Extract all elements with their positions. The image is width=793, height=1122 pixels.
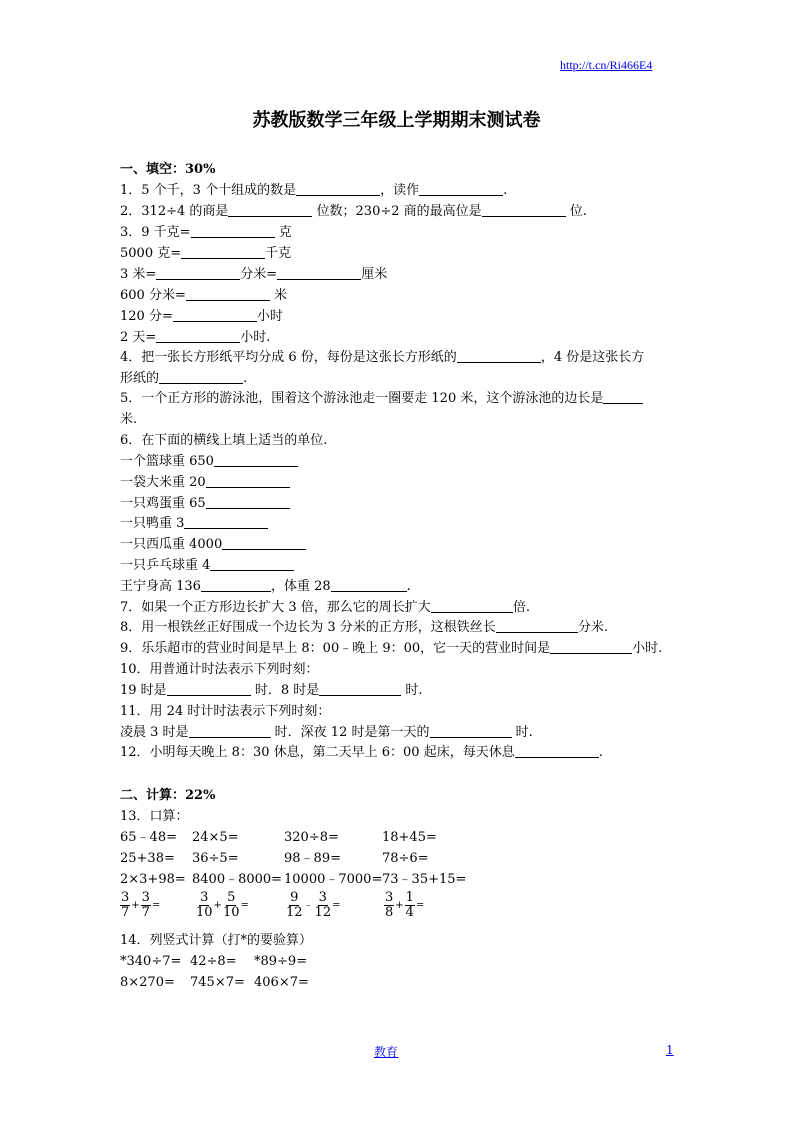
q12-text-a: 12．小明每天晚上 8：30 休息，第二天早上 6：00 起床，每天休息: [120, 745, 515, 760]
q5-text-a: 5．一个正方形的游泳池，围着这个游泳池走一圈要走 120 米，这个游泳池的边长是: [120, 391, 604, 406]
q8-text-a: 8．用一根铁丝正好围成一个边长为 3 分米的正方形，这根铁丝长: [120, 620, 496, 635]
answer-blank[interactable]: [210, 558, 294, 571]
fraction-expr: $\frac{3}{10}$ + $\frac{5}{10}$ =: [196, 890, 249, 920]
q3-text-b2: 千克: [265, 246, 292, 261]
vertical-item: *89÷9=: [254, 954, 308, 969]
q6-item-text: 一只鸡蛋重 65: [120, 496, 206, 511]
page-title: 苏教版数学三年级上学期期末测试卷: [252, 110, 541, 131]
oral-item: 24×5=: [192, 830, 239, 845]
q9-text-a: 9．乐乐超市的营业时间是早上 8：00﹣晚上 9：00，它一天的营业时间是: [120, 641, 551, 656]
question-10-intro: 10．用普通计时法表示下列时刻：: [120, 662, 319, 677]
q3-text-b: 5000 克=: [120, 246, 182, 261]
q3-text-e: 120 分=: [120, 309, 173, 324]
answer-blank[interactable]: [206, 496, 290, 509]
answer-blank[interactable]: [156, 330, 240, 343]
q3-text-a: 3．9 千克=: [120, 225, 191, 240]
question-3-b: [120, 246, 291, 262]
question-3-c: [120, 267, 387, 283]
fraction-expr: $\frac{3}{8}$ + $\frac{1}{4}$ =: [385, 890, 425, 920]
q4-text-c: 形纸的: [120, 371, 160, 386]
question-5-cont: [120, 412, 137, 428]
answer-blank[interactable]: [331, 579, 407, 592]
q2-text-c: 位.: [565, 204, 587, 219]
fraction: $\frac{1}{4}$: [405, 890, 414, 920]
question-7: [120, 600, 530, 616]
question-6-item: [120, 537, 306, 553]
question-9: [120, 641, 662, 657]
q6-item-text: 一只西瓜重 4000: [120, 537, 223, 552]
question-3-a: [120, 225, 292, 241]
vertical-item: 745×7=: [190, 975, 245, 990]
q5-text-b: 米.: [120, 412, 138, 427]
answer-blank[interactable]: [184, 516, 268, 529]
answer-blank[interactable]: [550, 641, 632, 654]
question-11: [120, 725, 533, 741]
q4-text-d: .: [243, 371, 248, 386]
q10-text-c: 时.: [401, 683, 423, 698]
q10-text-a: 19 时是: [120, 683, 167, 698]
answer-blank[interactable]: [603, 391, 643, 404]
oral-item: 36÷5=: [192, 851, 239, 866]
q1-text-c: .: [503, 183, 508, 198]
question-8: [120, 620, 608, 636]
fraction: $\frac{9}{12}$: [286, 890, 303, 920]
vertical-item: 406×7=: [254, 975, 309, 990]
q6-item-text: 一个篮球重 650: [120, 454, 214, 469]
question-3-e: [120, 309, 283, 325]
question-5: [120, 391, 643, 407]
q12-text-b: .: [598, 745, 603, 760]
footer-link[interactable]: 教育: [374, 1045, 399, 1059]
answer-blank[interactable]: [206, 475, 290, 488]
oral-item: 78÷6=: [382, 851, 429, 866]
answer-blank[interactable]: [201, 579, 271, 592]
answer-blank[interactable]: [319, 683, 401, 696]
q1-text-a: 1．5 个千，3 个十组成的数是: [120, 183, 297, 198]
question-6-intro: 6．在下面的横线上填上适当的单位.: [120, 433, 328, 448]
answer-blank[interactable]: [515, 745, 599, 758]
question-6-item: [120, 475, 290, 491]
page-number[interactable]: 1: [666, 1043, 674, 1057]
answer-blank[interactable]: [496, 620, 578, 633]
fraction-row: [120, 891, 520, 925]
question-6-item: [120, 496, 290, 512]
q3-text-c2: 分米=: [240, 267, 278, 282]
q3-text-a2: 克: [274, 225, 292, 240]
section-1-heading: 一、填空：30%: [120, 162, 216, 177]
fraction: $\frac{3}{10}$: [196, 890, 213, 920]
answer-blank[interactable]: [167, 683, 251, 696]
fraction: $\frac{3}{8}$: [385, 890, 394, 920]
header-link[interactable]: http://t.cn/Ri466E4: [560, 58, 653, 72]
answer-blank[interactable]: [214, 454, 298, 467]
answer-blank[interactable]: [430, 725, 512, 738]
question-6-item: [120, 516, 268, 532]
oral-item: 98﹣89=: [284, 851, 341, 866]
q3-text-f2: 小时.: [240, 330, 271, 345]
answer-blank[interactable]: [181, 246, 265, 259]
oral-item: 320÷8=: [284, 830, 339, 845]
q3-text-e2: 小时: [256, 309, 283, 324]
question-4: [120, 350, 644, 366]
answer-blank[interactable]: [159, 371, 243, 384]
answer-blank[interactable]: [222, 537, 306, 550]
fraction: $\frac{5}{10}$: [222, 890, 240, 920]
q10-text-b: 时．8 时是: [250, 683, 320, 698]
q6-item-text: 一袋大米重 20: [120, 475, 206, 490]
q7-text-a: 7．如果一个正方形边长扩大 3 倍，那么它的周长扩大: [120, 600, 431, 615]
answer-blank[interactable]: [457, 350, 541, 363]
vertical-item: 42÷8=: [190, 954, 237, 969]
question-14-intro: 14．列竖式计算（打*的要验算）: [120, 933, 313, 948]
q4-text-b: ，4 份是这张长方: [540, 350, 645, 365]
question-13-intro: 13．口算：: [120, 809, 189, 824]
q6-last-b: ，体重 28: [270, 579, 331, 594]
oral-item: 18+45=: [382, 830, 437, 845]
answer-blank[interactable]: [189, 725, 271, 738]
q11-text-b: 时．深夜 12 时是第一天的: [270, 725, 430, 740]
q3-text-c: 3 米=: [120, 267, 157, 282]
q3-text-c3: 厘米: [361, 267, 388, 282]
q4-text-a: 4．把一张长方形纸平均分成 6 份，每份是这张长方形纸的: [120, 350, 457, 365]
q2-text-a: 2．312÷4 的商是: [120, 204, 229, 219]
fraction-expr: $\frac{3}{7}$ + $\frac{3}{7}$ =: [121, 890, 161, 920]
question-6-last: [120, 579, 411, 595]
q6-last-a: 王宁身高 136: [120, 579, 201, 594]
oral-item: 2×3+98=: [120, 872, 186, 887]
oral-item: 73﹣35+15=: [382, 872, 467, 887]
fraction: $\frac{3}{7}$: [121, 890, 130, 920]
fraction-expr: $\frac{9}{12}$ ﹣ $\frac{3}{12}$ =: [286, 890, 341, 920]
oral-item: 10000﹣7000=: [284, 872, 383, 887]
question-11-intro: 11．用 24 时计时法表示下列时刻：: [120, 704, 331, 719]
question-3-d: [120, 288, 287, 304]
answer-blank[interactable]: [296, 183, 380, 196]
answer-blank[interactable]: [431, 600, 513, 613]
answer-blank[interactable]: [228, 204, 312, 217]
q11-text-c: 时.: [511, 725, 533, 740]
question-1: [120, 183, 507, 199]
q6-item-text: 一只乒乓球重 4: [120, 558, 211, 573]
q11-text-a: 凌晨 3 时是: [120, 725, 189, 740]
q2-text-b: 位数；230÷2 商的最高位是: [312, 204, 482, 219]
vertical-item: 8×270=: [120, 975, 175, 990]
answer-blank[interactable]: [419, 183, 503, 196]
oral-item: 25+38=: [120, 851, 175, 866]
question-3-f: [120, 330, 270, 346]
q3-text-d: 600 分米=: [120, 288, 186, 303]
oral-item: 8400﹣8000=: [192, 872, 283, 887]
q7-text-b: 倍.: [512, 600, 530, 615]
oral-item: 65﹣48=: [120, 830, 177, 845]
question-2: [120, 204, 587, 220]
answer-blank[interactable]: [173, 309, 257, 322]
q8-text-b: 分米.: [577, 620, 608, 635]
q3-text-f: 2 天=: [120, 330, 157, 345]
answer-blank[interactable]: [186, 288, 270, 301]
q6-item-text: 一只鸭重 3: [120, 516, 185, 531]
q3-text-d2: 米: [269, 288, 287, 303]
question-10: [120, 683, 423, 699]
section-2-heading: 二、计算：22%: [120, 788, 216, 803]
fraction: $\frac{3}{7}$: [141, 890, 150, 920]
question-6-item: [120, 558, 294, 574]
question-4-cont: [120, 371, 247, 387]
question-12: [120, 745, 603, 761]
answer-blank[interactable]: [191, 225, 275, 238]
vertical-item: *340÷7=: [120, 954, 182, 969]
fraction: $\frac{3}{12}$: [314, 890, 332, 920]
q1-text-b: ，读作: [380, 183, 420, 198]
answer-blank[interactable]: [156, 267, 240, 280]
q6-last-c: .: [406, 579, 411, 594]
answer-blank[interactable]: [482, 204, 566, 217]
question-6-item: [120, 454, 298, 470]
q9-text-b: 小时.: [632, 641, 663, 656]
answer-blank[interactable]: [277, 267, 361, 280]
